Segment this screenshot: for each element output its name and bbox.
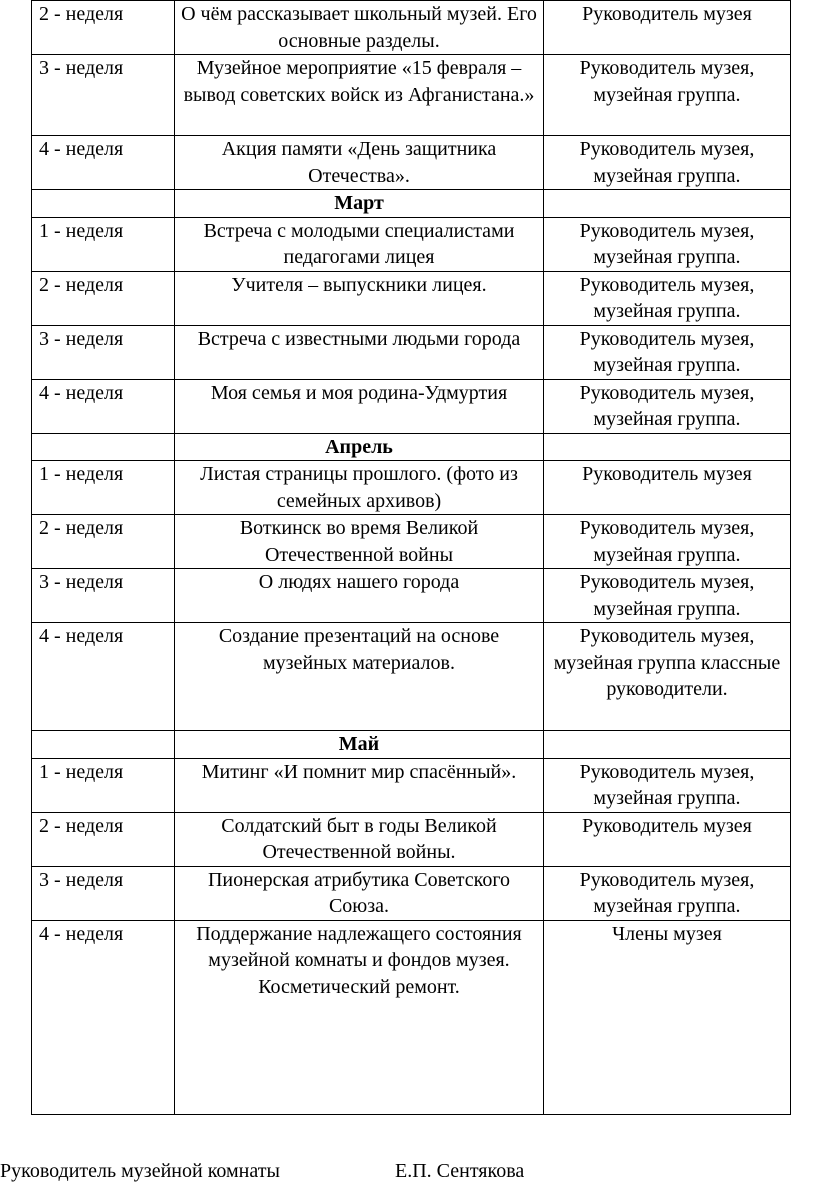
event-cell: Митинг «И помнит мир спасённый». — [175, 758, 544, 812]
week-cell: 3 - неделя — [32, 569, 175, 623]
week-cell: 4 - неделя — [32, 920, 175, 1114]
week-cell — [32, 731, 175, 759]
responsible-cell: Члены музея — [544, 920, 791, 1114]
responsible-cell: Руководитель музея — [544, 812, 791, 866]
event-cell: Акция памяти «День защитника Отечества». — [175, 136, 544, 190]
responsible-cell: Руководитель музея, музейная группа. — [544, 55, 791, 136]
signature-block — [0, 1160, 525, 1183]
table-row — [32, 569, 791, 623]
event-cell: Пионерская атрибутика Советского Союза. — [175, 866, 544, 920]
event-cell: Учителя – выпускники лицея. — [175, 271, 544, 325]
table-row — [32, 812, 791, 866]
month-title: Апрель — [175, 433, 544, 461]
table-row — [32, 55, 791, 136]
month-header-row — [32, 433, 791, 461]
responsible-cell: Руководитель музея, музейная группа. — [544, 569, 791, 623]
week-cell — [32, 190, 175, 218]
responsible-cell: Руководитель музея, музейная группа. — [544, 271, 791, 325]
event-cell: О чём рассказывает школьный музей. Его основные разделы. — [175, 1, 544, 55]
month-header-row — [32, 190, 791, 218]
table-row — [32, 920, 791, 1114]
event-cell: Музейное мероприятие «15 февраля – вывод советских войск из Афганистана.» — [175, 55, 544, 136]
week-cell: 2 - неделя — [32, 271, 175, 325]
table-row — [32, 461, 791, 515]
week-cell: 1 - неделя — [32, 758, 175, 812]
responsible-cell: Руководитель музея — [544, 461, 791, 515]
responsible-cell: Руководитель музея, музейная группа. — [544, 136, 791, 190]
table-row — [32, 758, 791, 812]
table-row — [32, 379, 791, 433]
event-cell: Воткинск во время Великой Отечественной войны — [175, 515, 544, 569]
week-cell: 1 - неделя — [32, 461, 175, 515]
responsible-cell — [544, 433, 791, 461]
responsible-cell: Руководитель музея, музейная группа. — [544, 515, 791, 569]
table-row — [32, 1, 791, 55]
event-cell: Поддержание надлежащего состояния музейной комнаты и фондов музея. Косметический ремонт. — [175, 920, 544, 1114]
week-cell — [32, 433, 175, 461]
month-header-row — [32, 731, 791, 759]
responsible-cell: Руководитель музея — [544, 1, 791, 55]
event-cell: Встреча с молодыми специалистами педагогами лицея — [175, 217, 544, 271]
responsible-cell: Руководитель музея, музейная группа. — [544, 758, 791, 812]
event-cell: Создание презентаций на основе музейных материалов. — [175, 623, 544, 731]
table-row — [32, 271, 791, 325]
responsible-cell: Руководитель музея, музейная группа. — [544, 866, 791, 920]
responsible-cell: Руководитель музея, музейная группа классные руководители. — [544, 623, 791, 731]
week-cell: 2 - неделя — [32, 812, 175, 866]
signature-name: Е.П. Сентякова — [395, 1160, 525, 1182]
table-row — [32, 623, 791, 731]
responsible-cell — [544, 190, 791, 218]
table-row — [32, 217, 791, 271]
table-row — [32, 866, 791, 920]
event-cell: Встреча с известными людьми города — [175, 325, 544, 379]
table-row — [32, 515, 791, 569]
table-row — [32, 136, 791, 190]
event-cell: Листая страницы прошлого. (фото из семейных архивов) — [175, 461, 544, 515]
plan-table — [31, 0, 791, 1115]
week-cell: 2 - неделя — [32, 1, 175, 55]
week-cell: 4 - неделя — [32, 379, 175, 433]
responsible-cell: Руководитель музея, музейная группа. — [544, 217, 791, 271]
week-cell: 3 - неделя — [32, 866, 175, 920]
plan-table-body — [32, 1, 791, 1115]
week-cell: 4 - неделя — [32, 136, 175, 190]
week-cell: 1 - неделя — [32, 217, 175, 271]
responsible-cell: Руководитель музея, музейная группа. — [544, 379, 791, 433]
week-cell: 4 - неделя — [32, 623, 175, 731]
week-cell: 3 - неделя — [32, 325, 175, 379]
event-cell: О людях нашего города — [175, 569, 544, 623]
event-cell: Моя семья и моя родина-Удмуртия — [175, 379, 544, 433]
signature-role: Руководитель музейной комнаты — [0, 1160, 280, 1182]
month-title: Май — [175, 731, 544, 759]
table-row — [32, 325, 791, 379]
responsible-cell — [544, 731, 791, 759]
week-cell: 3 - неделя — [32, 55, 175, 136]
responsible-cell: Руководитель музея, музейная группа. — [544, 325, 791, 379]
month-title: Март — [175, 190, 544, 218]
event-cell: Солдатский быт в годы Великой Отечественной войны. — [175, 812, 544, 866]
week-cell: 2 - неделя — [32, 515, 175, 569]
